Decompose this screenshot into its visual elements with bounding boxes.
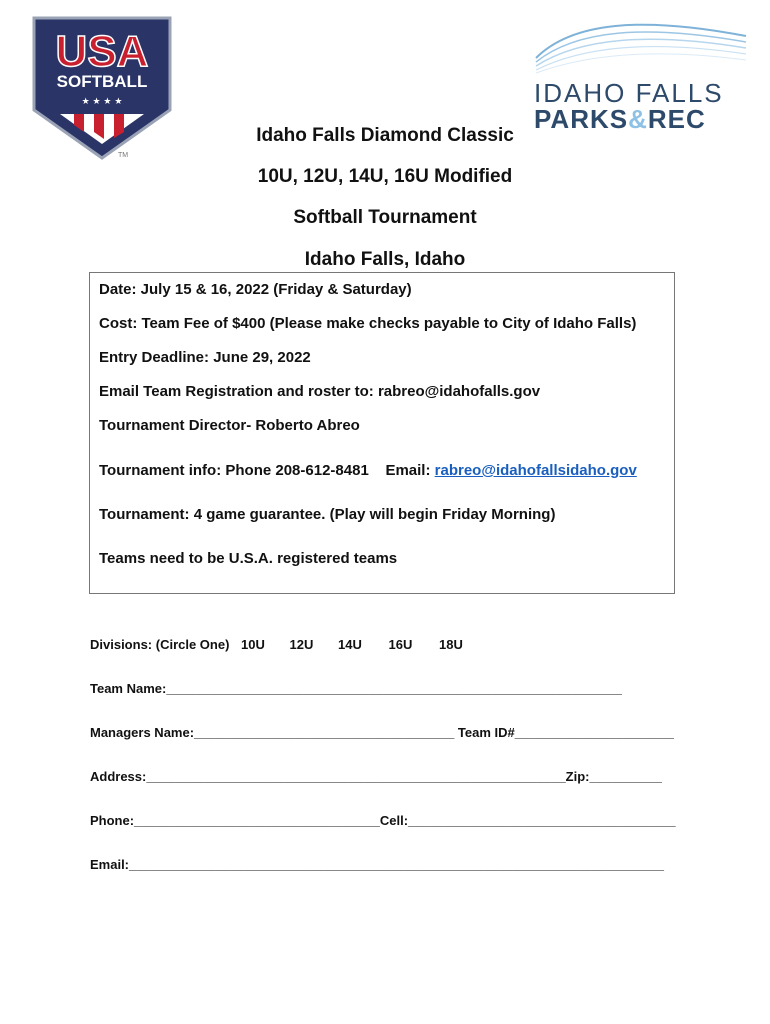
idaho-falls-wordmark: IDAHO FALLS	[534, 78, 724, 108]
registered-text: Teams need to be U.S.A. registered teams	[99, 550, 398, 567]
division-option-10u[interactable]: 10U	[241, 637, 265, 652]
contact-email-link[interactable]: rabreo@idahofallsidaho.gov	[434, 462, 637, 479]
title-line-4: Idaho Falls, Idaho	[304, 249, 466, 270]
divisions-label: Divisions: (Circle One)	[90, 637, 230, 652]
division-option-16u[interactable]: 16U	[388, 637, 413, 652]
softball-text: SOFTBALL	[56, 72, 148, 91]
cost-text: Cost: Team Fee of $400 (Please make checks payable to City of Idaho Falls)	[99, 315, 637, 332]
team-name-field[interactable]: Team Name:_______________________________________________________________	[90, 681, 622, 696]
stars-text: ★ ★ ★ ★	[81, 97, 123, 107]
parks-word: PARKS	[534, 104, 629, 134]
title-line-3: Softball Tournament	[293, 207, 477, 228]
divisions-row	[90, 637, 463, 652]
managers-name-field[interactable]: Managers Name:____________________________________ Team ID#______________________	[90, 725, 674, 740]
date-text: Date: July 15 & 16, 2022 (Friday & Saturday)	[99, 281, 412, 298]
rec-word: REC	[647, 104, 706, 134]
address-field[interactable]: Address:__________________________________________________________Zip:__________	[90, 769, 662, 784]
division-option-18u[interactable]: 18U	[438, 637, 463, 652]
division-option-12u[interactable]: 12U	[289, 637, 314, 652]
contact-prefix: Tournament info: Phone 208-612-8481 Email:	[99, 462, 435, 479]
ampersand: &	[628, 104, 648, 134]
email-registration-text: Email Team Registration and roster to: rabreo@idahofalls.gov	[99, 383, 541, 400]
deadline-text: Entry Deadline: June 29, 2022	[99, 349, 311, 366]
email-field[interactable]: Email:__________________________________________________________________________	[90, 857, 665, 872]
phone-field[interactable]: Phone:__________________________________Cell:_____________________________________	[90, 813, 676, 828]
title-line-1: Idaho Falls Diamond Classic	[256, 125, 514, 146]
idaho-falls-parks-rec-logo	[532, 18, 748, 134]
division-option-14u[interactable]: 14U	[338, 637, 362, 652]
waves-icon	[532, 18, 748, 74]
trademark-label: TM	[118, 152, 129, 159]
guarantee-text: Tournament: 4 game guarantee. (Play will begin Friday Morning)	[99, 506, 556, 523]
title-line-2: 10U, 12U, 14U, 16U Modified	[257, 166, 513, 187]
director-text: Tournament Director- Roberto Abreo	[99, 417, 360, 434]
usa-text: USA	[55, 27, 149, 76]
contact-text	[99, 462, 637, 479]
